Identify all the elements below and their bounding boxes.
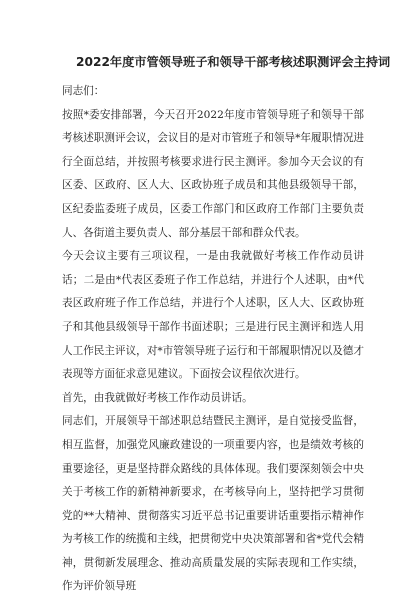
paragraph-opening: 按照*委安排部署，今天召开2022年度市管领导班子和领导干部考核述职测评会议，会议目的是对市管班子和领导*年履职情况进行全面总结，并按照考核要求进行民主测评。参加今天会议的有区委、区政府、区人大、区政协班子成员和其他县级领导干部，区纪委监委班子成员，区委工作部门和区政府工作部门主要负责人、各街道主要负责人、部分基层干部和群众代表。 (62, 108, 364, 239)
paragraph-salutation: 同志们： (62, 85, 105, 97)
paragraph-first-item: 首先，由我就做好考核工作作动员讲话。 (62, 391, 253, 404)
document-title: 2022年度市管领导班子和领导干部考核述职测评会主持词 (76, 55, 391, 69)
paragraph-speech: 同志们，开展领导干部述职总结暨民主测评，是自觉接受监督，相互监督，加强党风廉政建设的一项重要内容，也是绩效考核的重要途径，更是坚持群众路线的具体体现。我们要深刻领会中央关于考核工作的新精神新要求，在考核导向上，坚持把学习贯彻党的**大精神、贯彻落实习近平总书记重要讲话重要指示精神作为考核工作的统揽和主线，把贯彻党中央决策部署和省*党代会精神，贯彻新发展理念、推动高质量发展的实际表现和工作实绩，作为评价领导班 (62, 415, 364, 593)
paragraph-agenda: 今天会议主要有三项议程，一是由我就做好考核工作作动员讲话；二是由*代表区委班子作工作总结，并进行个人述职，由*代表区政府班子作工作总结，并进行个人述职，区人大、区政协班子和其他县级领导干部作书面述职；三是进行民主测评和选人用人工作民主评议，对*市管领导班子运行和干部履职情况以及德才表现等方面征求意见建议。下面按会议程依次进行。 (62, 250, 364, 381)
